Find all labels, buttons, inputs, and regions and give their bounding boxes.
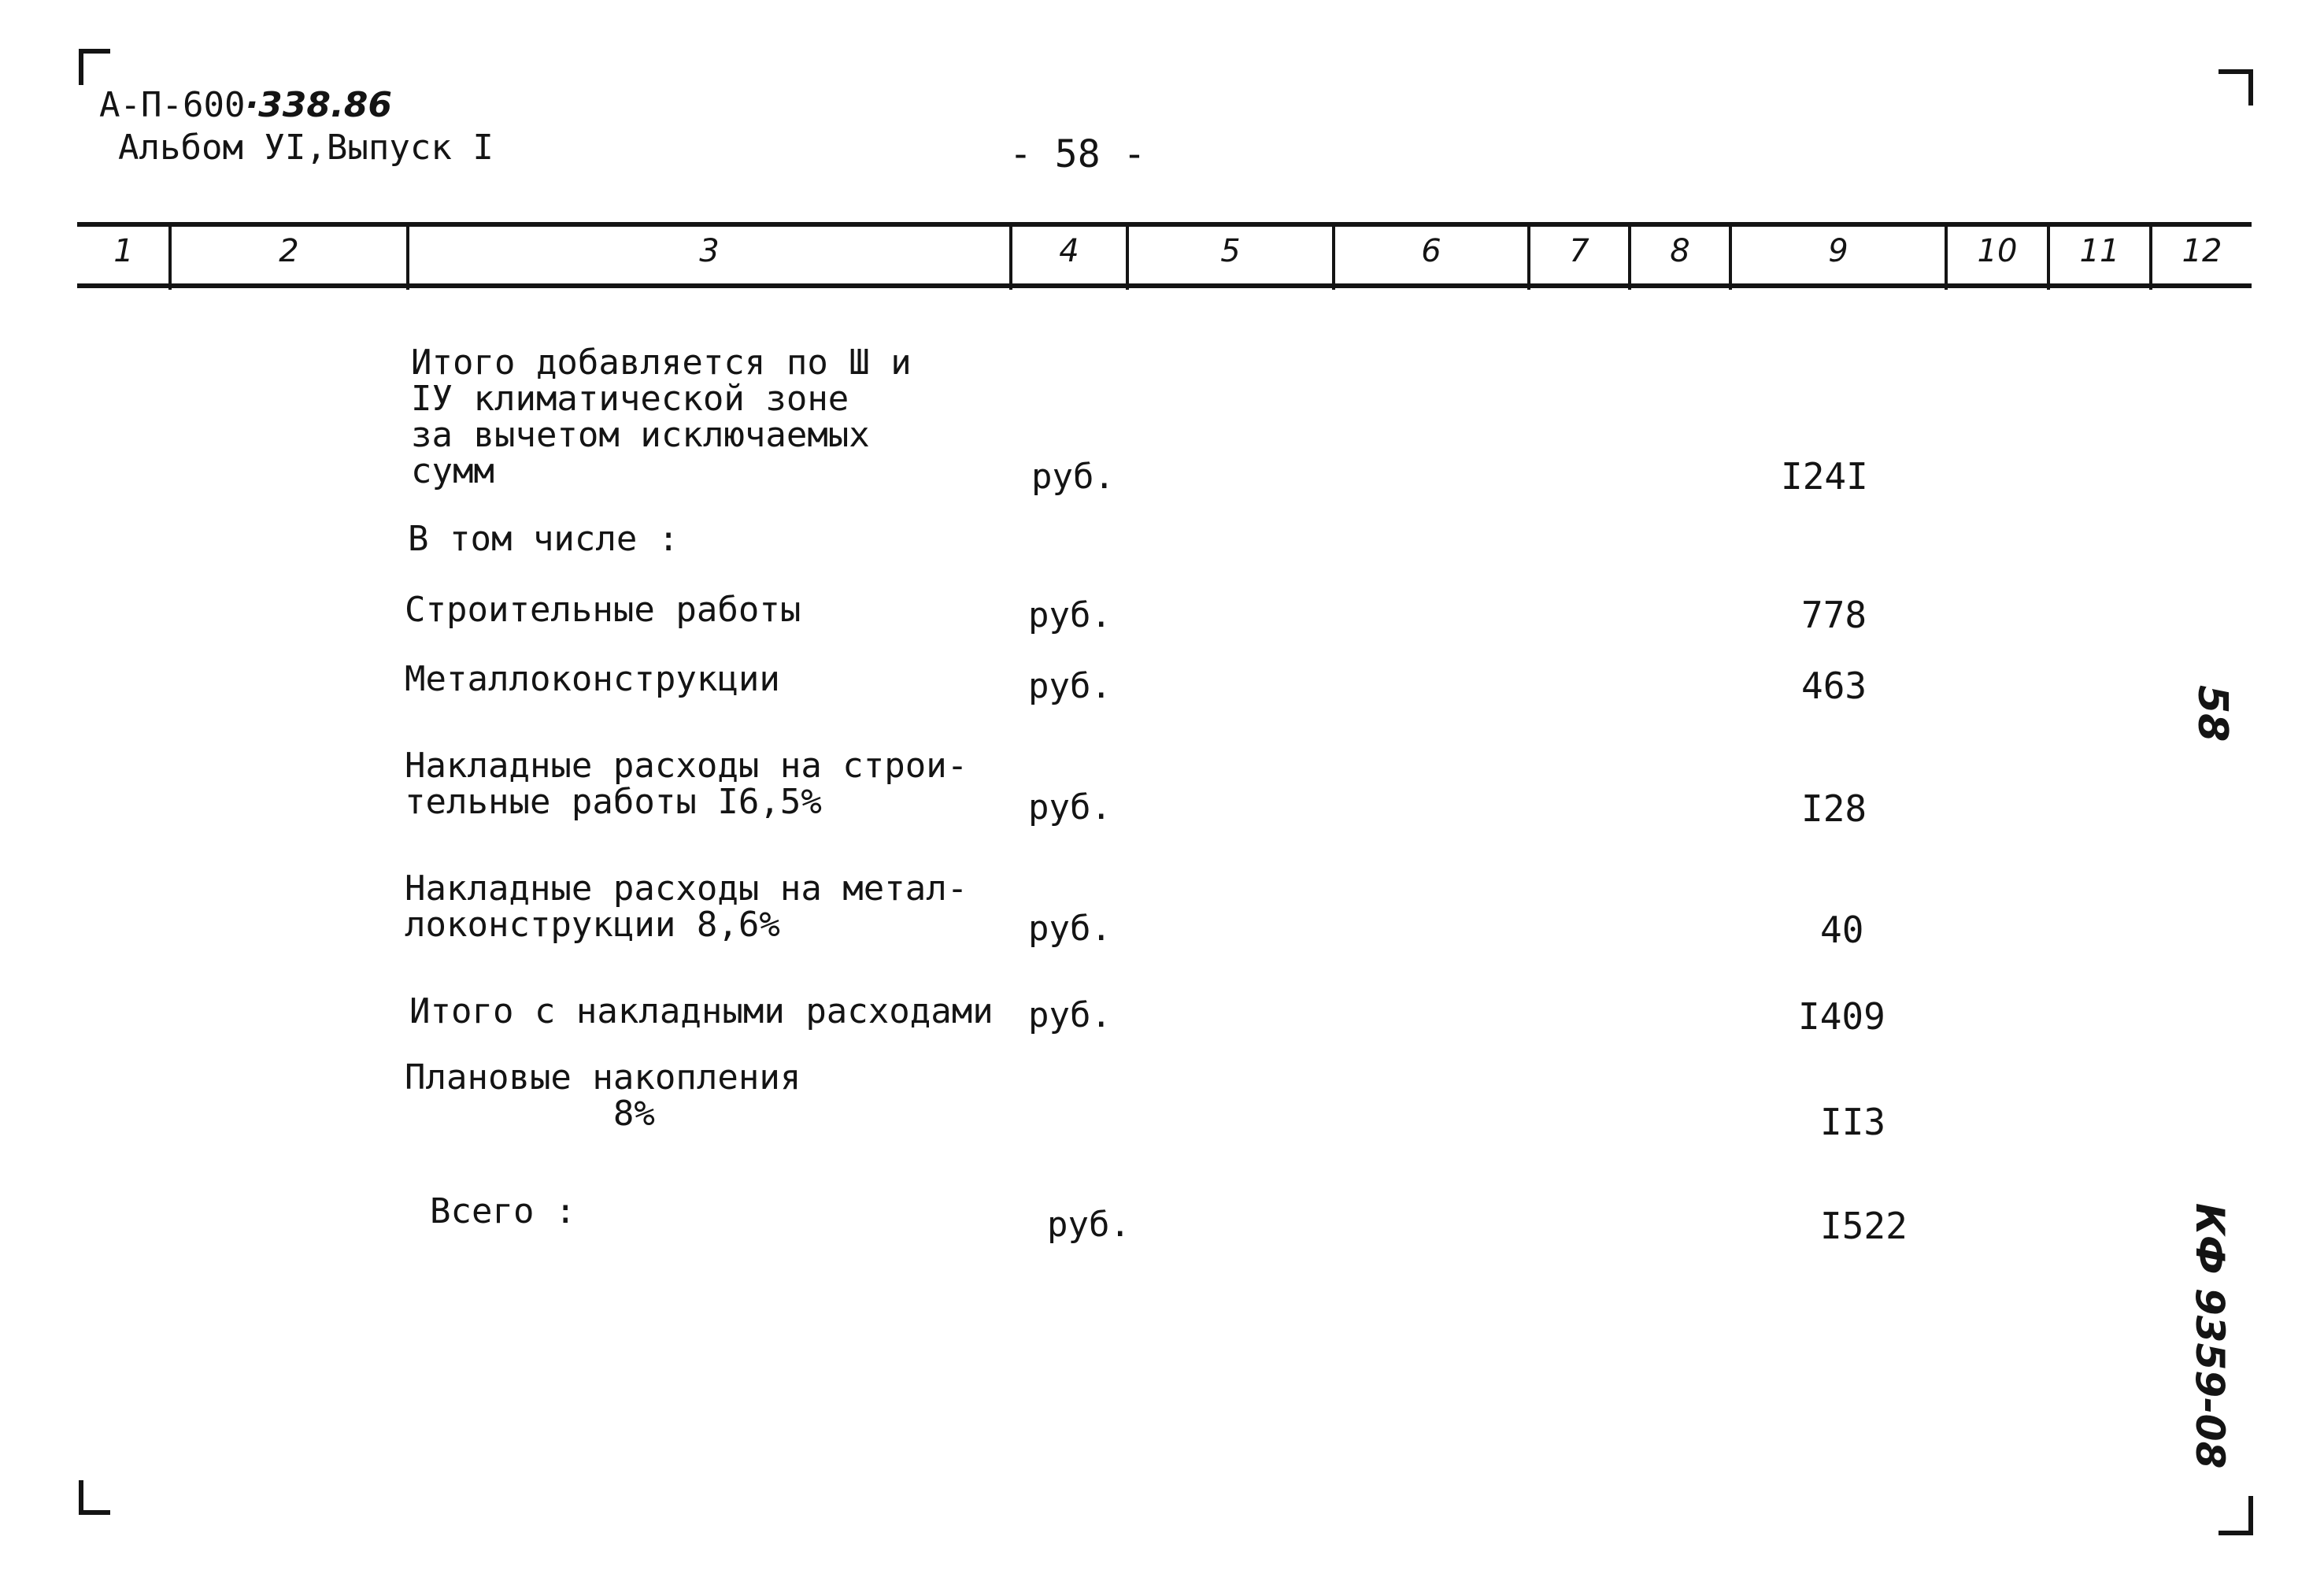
album-label: Альбом УI,Выпуск I <box>118 128 494 168</box>
row-unit: руб. <box>1028 995 1112 1035</box>
row-unit: руб. <box>1047 1205 1131 1245</box>
column-header-10: 10 <box>1977 233 2018 269</box>
margin-page-number: 58 <box>2189 685 2236 742</box>
corner-mark-bottom-right <box>2248 1496 2253 1535</box>
row-unit: руб. <box>1028 909 1112 949</box>
row-description: Итого добавляется по Ш и IУ климатической зоне за вычетом исключаемых сумм <box>411 342 912 491</box>
column-header-7: 7 <box>1569 233 1589 269</box>
corner-mark-bottom-right-h <box>2219 1531 2253 1535</box>
row-description: Накладные расходы на метал- локонструкции 8,6% <box>405 868 968 945</box>
corner-mark-top-left-h <box>79 49 110 54</box>
column-header-6: 6 <box>1421 233 1441 269</box>
row-description: Всего : <box>430 1191 576 1231</box>
corner-mark-top-left <box>79 49 83 85</box>
document-code-suffix: ·338.86 <box>245 85 392 125</box>
corner-mark-top-right <box>2248 69 2253 106</box>
row-value: 463 <box>1801 665 1867 707</box>
row-description: Строительные работы <box>405 590 801 630</box>
table-header-bottom-rule <box>77 283 2252 288</box>
row-description: Накладные расходы на строи- тельные работы I6,5% <box>405 746 968 822</box>
row-value: I28 <box>1801 787 1867 830</box>
document-code-prefix: А-П-600 <box>99 85 246 125</box>
row-value: 40 <box>1820 909 1864 951</box>
document-code <box>99 85 392 125</box>
row-value: I409 <box>1798 995 1885 1038</box>
column-header-5: 5 <box>1220 233 1241 269</box>
row-description: Итого с накладными расходами <box>409 991 994 1031</box>
corner-mark-bottom-left-h <box>79 1510 110 1515</box>
column-header-2: 2 <box>279 233 299 269</box>
margin-document-number: КФ 9359-08 <box>2187 1203 2233 1469</box>
row-value: I522 <box>1820 1205 1908 1247</box>
corner-mark-top-right-h <box>2219 69 2253 74</box>
row-description: В том числе : <box>408 519 679 559</box>
row-value: I24I <box>1781 455 1868 498</box>
column-header-4: 4 <box>1059 233 1079 269</box>
table-header-top-rule <box>77 222 2252 227</box>
column-header-9: 9 <box>1828 233 1848 269</box>
row-unit: руб. <box>1028 666 1112 706</box>
row-description: Плановые накопления 8% <box>405 1057 801 1134</box>
column-header-11: 11 <box>2079 233 2120 269</box>
column-header-12: 12 <box>2182 233 2222 269</box>
row-unit: руб. <box>1028 595 1112 635</box>
column-header-3: 3 <box>699 233 720 269</box>
row-value: II3 <box>1820 1101 1886 1143</box>
row-unit: руб. <box>1031 457 1115 497</box>
row-unit: руб. <box>1028 787 1112 828</box>
page-number: - 58 - <box>1009 132 1146 176</box>
row-description: Металлоконструкции <box>405 659 780 699</box>
row-value: 778 <box>1801 594 1867 636</box>
column-header-1: 1 <box>113 233 134 269</box>
column-header-8: 8 <box>1670 233 1690 269</box>
